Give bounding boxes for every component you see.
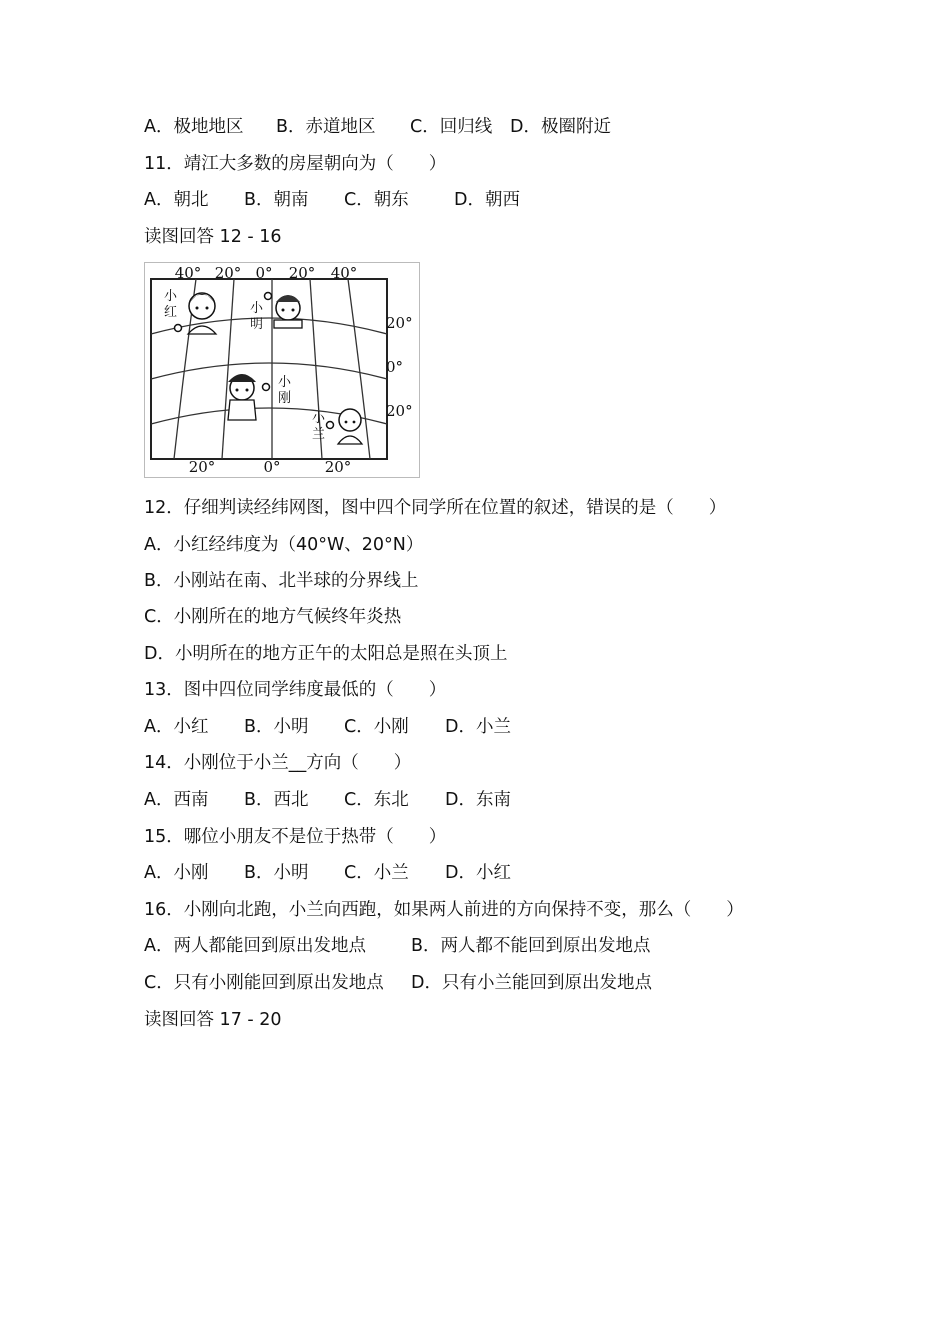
q12-option-c: C．小刚所在的地方气候终年炎热 <box>144 607 402 627</box>
q10-option-d: D．极圈附近 <box>510 117 611 137</box>
q16-option-c: C．只有小刚能回到原出发地点 <box>144 973 384 993</box>
top-label-20e: 20° <box>288 264 316 282</box>
right-label-20n: 20° <box>386 314 413 332</box>
top-label-0: 0° <box>255 264 273 282</box>
top-label-20w: 20° <box>214 264 242 282</box>
right-label-20s: 20° <box>386 402 413 420</box>
xiaogang-name-1: 小 <box>278 375 292 390</box>
graticule-figure <box>144 262 420 478</box>
top-label-40e: 40° <box>330 264 358 282</box>
q16-option-d: D．只有小兰能回到原出发地点 <box>411 973 652 993</box>
q16-option-b: B．两人都不能回到原出发地点 <box>411 936 651 956</box>
xiaohong-name-2: 红 <box>164 305 178 320</box>
q15-stem: 15．哪位小朋友不是位于热带（ ） <box>144 827 447 847</box>
q11-option-b: B．朝南 <box>244 190 309 210</box>
q13-option-d: D．小兰 <box>445 717 511 737</box>
q12-stem: 12．仔细判读经纬网图，图中四个同学所在位置的叙述，错误的是（ ） <box>144 498 727 518</box>
q11-option-c: C．朝东 <box>344 190 409 210</box>
xiaoming-name-2: 明 <box>250 317 264 332</box>
q12-option-b: B．小刚站在南、北半球的分界线上 <box>144 571 419 591</box>
xiaoming-name-1: 小 <box>250 301 264 316</box>
q10-option-c: C．回归线 <box>410 117 493 137</box>
q10-option-b: B．赤道地区 <box>276 117 376 137</box>
bottom-label-20w: 20° <box>188 458 216 476</box>
xiaogang-name-2: 刚 <box>278 391 292 406</box>
q13-option-c: C．小刚 <box>344 717 409 737</box>
q16-option-a: A．两人都能回到原出发地点 <box>144 936 366 956</box>
q14-stem: 14．小刚位于小兰__方向（ ） <box>144 753 412 773</box>
q16-stem: 16．小刚向北跑，小兰向西跑，如果两人前进的方向保持不变，那么（ ） <box>144 900 744 920</box>
q16-options-row1 <box>144 934 651 958</box>
section-intro-12-16: 读图回答 12 - 16 <box>144 227 282 247</box>
q15-options <box>144 861 511 885</box>
top-label-40w: 40° <box>174 264 202 282</box>
q15-option-d: D．小红 <box>445 863 511 883</box>
q10-option-a: A．极地地区 <box>144 117 244 137</box>
q13-options <box>144 715 511 739</box>
q15-option-a: A．小刚 <box>144 863 209 883</box>
q13-option-b: B．小明 <box>244 717 309 737</box>
q11-stem: 11．靖江大多数的房屋朝向为（ ） <box>144 154 447 174</box>
right-label-0: 0° <box>386 358 404 376</box>
xiaohong-name-1: 小 <box>164 289 178 304</box>
q14-option-c: C．东北 <box>344 790 409 810</box>
q15-option-b: B．小明 <box>244 863 309 883</box>
q14-options <box>144 788 511 812</box>
q13-stem: 13．图中四位同学纬度最低的（ ） <box>144 680 447 700</box>
q11-option-d: D．朝西 <box>454 190 520 210</box>
q14-option-a: A．西南 <box>144 790 209 810</box>
q10-options <box>144 115 611 139</box>
q14-option-d: D．东南 <box>445 790 511 810</box>
xiaolan-name-1: 小 <box>312 411 326 426</box>
section-intro-17-20: 读图回答 17 - 20 <box>144 1010 282 1030</box>
q11-option-a: A．朝北 <box>144 190 209 210</box>
xiaolan-name-2: 兰 <box>312 427 326 442</box>
bottom-label-0: 0° <box>263 458 281 476</box>
q12-option-a: A．小红经纬度为（40°W、20°N） <box>144 535 424 555</box>
q14-option-b: B．西北 <box>244 790 309 810</box>
q12-option-d: D．小明所在的地方正午的太阳总是照在头顶上 <box>144 644 508 664</box>
q13-option-a: A．小红 <box>144 717 209 737</box>
q16-options-row2 <box>144 971 652 995</box>
q11-options <box>144 188 520 212</box>
bottom-label-20e: 20° <box>324 458 352 476</box>
q15-option-c: C．小兰 <box>344 863 409 883</box>
